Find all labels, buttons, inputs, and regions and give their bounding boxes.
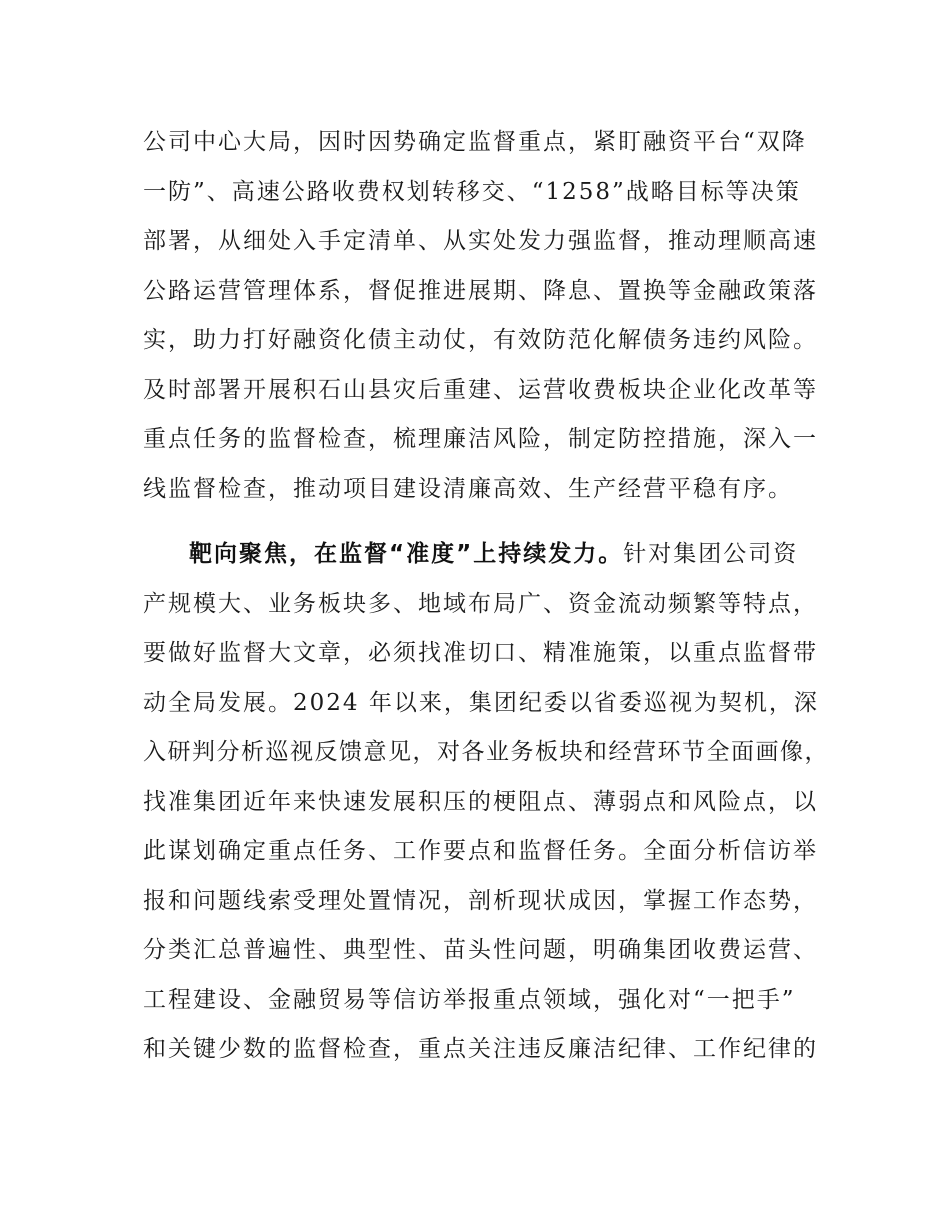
paragraph-line: 入研判分析巡视反馈意见，对各业务板块和经营环节全面画像， xyxy=(143,739,829,765)
paragraph-line: 重点任务的监督检查，梳理廉洁风险，制定防控措施，深入一 xyxy=(143,426,818,452)
paragraph-line: 一防”、高速公路收费权划转移交、“1258”战略目标等决策 xyxy=(143,178,801,205)
paragraph-heading: 靶向聚焦，在监督“准度”上持续发力。 xyxy=(189,541,624,567)
paragraph-line: 分类汇总普遍性、典型性、苗头性问题，明确集团收费运营、 xyxy=(143,937,818,963)
paragraph-line: 及时部署开展积石山县灾后重建、运营收费板块企业化改革等 xyxy=(143,376,818,403)
paragraph-line: 部署，从细处入手定清单、从实处发力强监督，推动理顺高速 xyxy=(143,228,818,254)
paragraph-line: 报和问题线索受理处置情况，剖析现状成因，掌握工作态势， xyxy=(143,887,818,914)
paragraph-line: 和关键少数的监督检查，重点关注违反廉洁纪律、工作纪律的 xyxy=(143,1036,818,1062)
paragraph-1 xyxy=(143,118,833,514)
paragraph-line: 产规模大、业务板块多、地域布局广、资金流动频繁等特点， xyxy=(143,590,818,617)
paragraph-line: 公司中心大局，因时因势确定监督重点，紧盯融资平台“双降 xyxy=(143,129,807,155)
paragraph-line: 公路运营管理体系，督促推进展期、降息、置换等金融政策落 xyxy=(143,277,818,304)
paragraph-line: 要做好监督大文章，必须找准切口、精准施策，以重点监督带 xyxy=(143,640,818,666)
paragraph-first-line-text: 针对集团公司资 xyxy=(623,541,799,567)
paragraph-line: 找准集团近年来快速发展积压的梗阻点、薄弱点和风险点，以 xyxy=(143,788,818,815)
paragraph-line: 动全局发展。2024 年以来，集团纪委以省委巡视为契机，深 xyxy=(143,689,819,716)
paragraph-line: 实，助力打好融资化债主动仗，有效防范化解债务违约风险。 xyxy=(143,327,818,353)
paragraph-line: 此谋划确定重点任务、工作要点和监督任务。全面分析信访举 xyxy=(143,838,818,864)
paragraph-first-line xyxy=(143,530,833,580)
paragraph-2 xyxy=(143,530,833,1075)
paragraph-line: 线监督检查，推动项目建设清廉高效、生产经营平稳有序。 xyxy=(143,475,793,502)
paragraph-line: 工程建设、金融贸易等信访举报重点领域，强化对“一把手” xyxy=(143,986,796,1013)
